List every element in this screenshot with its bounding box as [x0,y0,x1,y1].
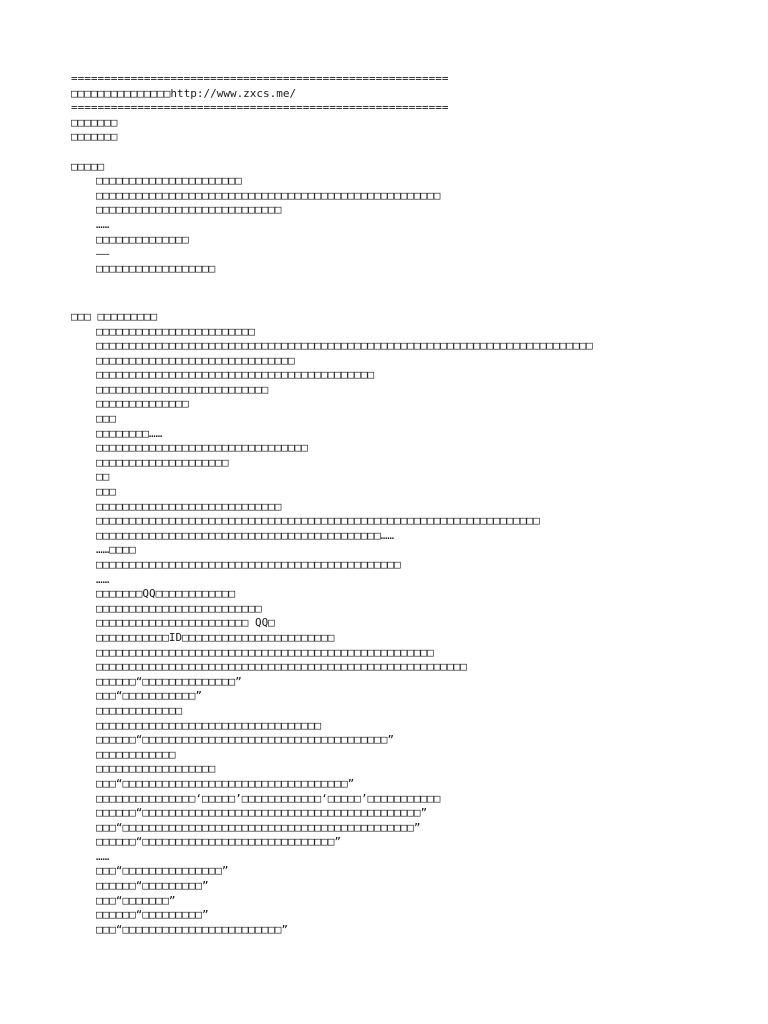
intro-heading: □□□□□ [71,159,105,173]
paragraph-line: □□□□□□□□…… [96,426,163,440]
paragraph-line: □□□□□□□□□□□□□□□□□□□□□□□□□□□□□□□□□□□□□□□□□□ [96,368,375,382]
document-page [71,72,751,937]
paragraph-line: □□□□□□□□□□□□□□□□□□□□□□□□□□□□□□□□□□□□□□□□□□□□□□□□□□□□ [96,188,441,202]
paragraph-line: □□□□□□□□□□□□□□□□□□□□□□□□□□□□□□□□□□□□□□□□□□□□□□□□□□□□□□□□□□□□□□□□□□□□□□□□□□□ [96,339,593,353]
paragraph-line: □□□□□□□□□□□□□□□□□□□□□□□□□□□□□□ [96,353,295,367]
paragraph-line: □□□ [96,412,116,426]
blank-line [71,145,751,160]
paragraph-line: □□□□□□□□□□□□□□□□□□ [96,762,216,776]
paragraph-line: □□□□□□□□□□□□□□□□□□□□□□□□□□□□□□□□□□□□□□□□□□□…… [96,528,395,542]
paragraph-line: □□□□□□□□□□□□□□□□□□□□□□□□□□□□□□□□ [96,441,308,455]
paragraph-line: □□□□□□□□□□□□□□□□□□□□□□□□□□□□□□□□□□□□□□□□□□□□□□□□□□□ [96,645,434,659]
blank-line [71,291,751,310]
blank-line [71,276,751,291]
paragraph-line: □□□□□□□□□□□□□□□□□□□□□□□ QQ□ [96,616,275,630]
paragraph-line: □□□□□□“□□□□□□□□□□□□□□□□□□□□□□□□□□□□□” [96,835,342,849]
paragraph-line: ……□□□□ [96,543,136,557]
paragraph-line: □□□□□□□□□□□□□□□‘□□□□□’□□□□□□□□□□□□‘□□□□□’□□□□□□□□□□□ [96,791,441,805]
paragraph-line: □□□□□□□□□□□□□□□□□□□□ [96,455,229,469]
paragraph-line: □□□□□□□□□□□□□□□□□□□□□□□□ [96,324,255,338]
paragraph-line: □□□□□□“□□□□□□□□□□□□□□□□□□□□□□□□□□□□□□□□□□□□□” [96,733,395,747]
paragraph-line: □□□□□□“□□□□□□□□□” [96,879,209,893]
paragraph-line: □□□“□□□□□□□” [96,893,176,907]
rule-top: ========================================================= [71,72,449,85]
chapter-body [71,325,751,938]
paragraph-line: …… [96,572,110,586]
paragraph-line: □□ [96,470,110,484]
paragraph-line: □□□□□□□□□□□□□□ [96,397,189,411]
site-line: □□□□□□□□□□□□□□□http://www.zxcs.me/ [71,86,297,100]
paragraph-line: □□□□□□□□□□□□□□□□□□□□□□□□□□□□□□□□□□□□□□□□□□□□□□□□□□□□□□□□□□□□□□□□□□□ [96,514,540,528]
paragraph-line: …… [96,217,110,231]
paragraph-line: □□□□□□“□□□□□□□□□□□□□□” [96,674,242,688]
paragraph-line: …… [96,849,110,863]
paragraph-line: □□□□□□□□□□□□□□ [96,232,189,246]
paragraph-line: □□□□□□□QQ□□□□□□□□□□□□ [96,587,236,601]
paragraph-line: □□□□□□□□□□□□□□□□□□□□□□ [96,174,242,188]
paragraph-line: □□□□□□□□□□□□□□□□□□□□□□□□□□□□ [96,203,282,217]
paragraph-line: □□□□□□□□□□□□ [96,747,176,761]
paragraph-line: □□□□□□“□□□□□□□□□□□□□□□□□□□□□□□□□□□□□□□□□□□□□□□□□□” [96,806,428,820]
paragraph-line: □□□□□□□□□□□□□□□□□□□□□□□□□□□□ [96,499,282,513]
paragraph-line: □□□“□□□□□□□□□□□□□□□□□□□□□□□□□□□□□□□□□□□□□□□□□□□□” [96,820,421,834]
paragraph-line: □□□“□□□□□□□□□□□” [96,689,202,703]
paragraph-line: □□□□□□□□□□□□□ [96,703,183,717]
chapter-heading: □□□ □□□□□□□□□ [71,309,158,323]
rule-bottom: ========================================================= [71,101,449,115]
paragraph-line: □□□□□□□□□□□ID□□□□□□□□□□□□□□□□□□□□□□□ [96,630,335,644]
paragraph-line: □□□□□□□□□□□□□□□□□□□□□□□□□ [96,601,262,615]
paragraph-line: □□□□□□□□□□□□□□□□□□□□□□□□□□□□□□□□□□ [96,718,322,732]
paragraph-line: □□□□□□□□□□□□□□□□□□□□□□□□□□□□□□□□□□□□□□□□□□□□□□□□□□□□□□□□ [96,660,467,674]
paragraph-line: □□□□□□□□□□□□□□□□□□ [96,261,216,275]
paragraph-line: □□□ [96,485,116,499]
meta-line-1: □□□□□□□ [71,115,118,129]
paragraph-line: —— [96,247,110,261]
paragraph-line: □□□“□□□□□□□□□□□□□□□□□□□□□□□□□□□□□□□□□□” [96,776,355,790]
paragraph-line: □□□□□□□□□□□□□□□□□□□□□□□□□□ [96,382,269,396]
meta-line-2: □□□□□□□ [71,130,118,144]
paragraph-line: □□□□□□“□□□□□□□□□” [96,908,209,922]
paragraph-line: □□□“□□□□□□□□□□□□□□□” [96,864,229,878]
paragraph-line: □□□□□□□□□□□□□□□□□□□□□□□□□□□□□□□□□□□□□□□□□□□□□□ [96,558,401,571]
paragraph-line: □□□“□□□□□□□□□□□□□□□□□□□□□□□□” [96,922,289,936]
intro-body [71,174,751,276]
